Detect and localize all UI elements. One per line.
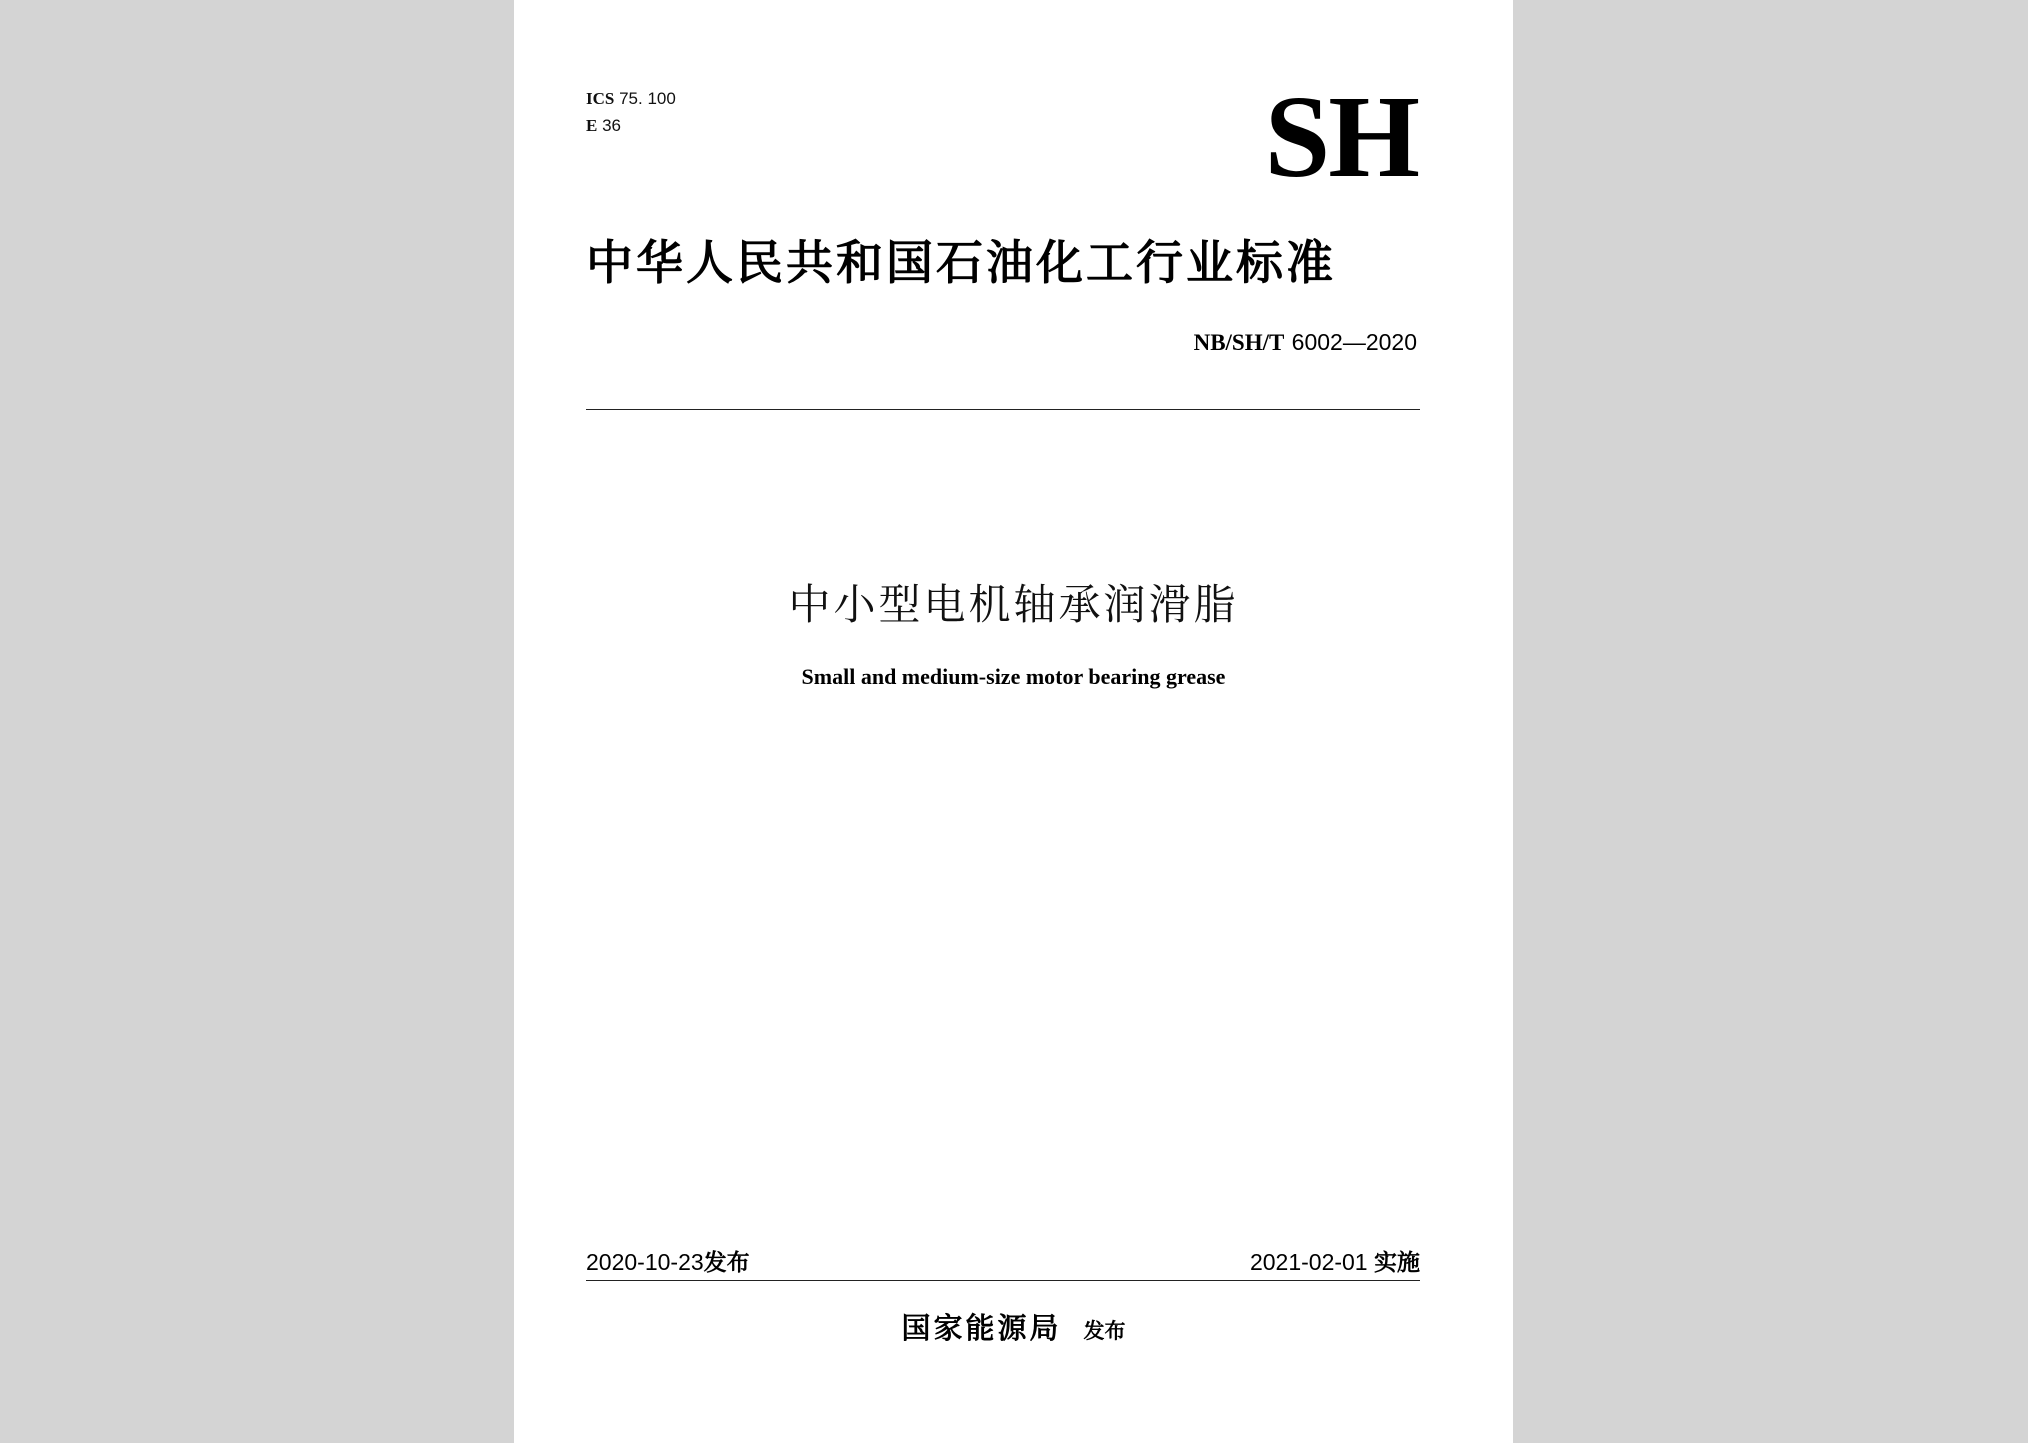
publisher-line: [514, 1308, 1513, 1351]
standard-code: [1194, 327, 1417, 358]
ics-prefix: ICS: [586, 89, 615, 108]
implementation-label: 实施: [1374, 1250, 1420, 1276]
issue-date-value: 2020-10-23: [586, 1249, 704, 1275]
issue-label: 发布: [703, 1250, 750, 1276]
classification-code: [586, 115, 621, 137]
publisher-action: 发布: [1083, 1319, 1126, 1343]
document-page: [514, 0, 1513, 1443]
classification-number: 36: [602, 116, 621, 135]
issue-date: [586, 1247, 750, 1278]
implementation-date-value: 2021-02-01: [1249, 1249, 1368, 1275]
chinese-title: 中小型电机轴承润滑脂: [788, 580, 1239, 629]
standard-code-prefix: NB/SH/T: [1193, 330, 1285, 355]
ics-number: 75. 100: [619, 89, 676, 108]
standard-code-number: 6002—2020: [1291, 329, 1417, 355]
standard-category-title: 中华人民共和国石油化工行业标准: [586, 236, 1336, 291]
sh-logo: SH: [1264, 71, 1418, 202]
ics-code: [586, 88, 676, 110]
publisher-name: 国家能源局: [901, 1311, 1062, 1345]
bottom-divider: [586, 1280, 1420, 1281]
implementation-date: [1250, 1247, 1420, 1278]
top-divider: [586, 409, 1420, 410]
english-title: Small and medium-size motor bearing grease: [801, 664, 1226, 689]
classification-prefix: E: [586, 116, 598, 135]
